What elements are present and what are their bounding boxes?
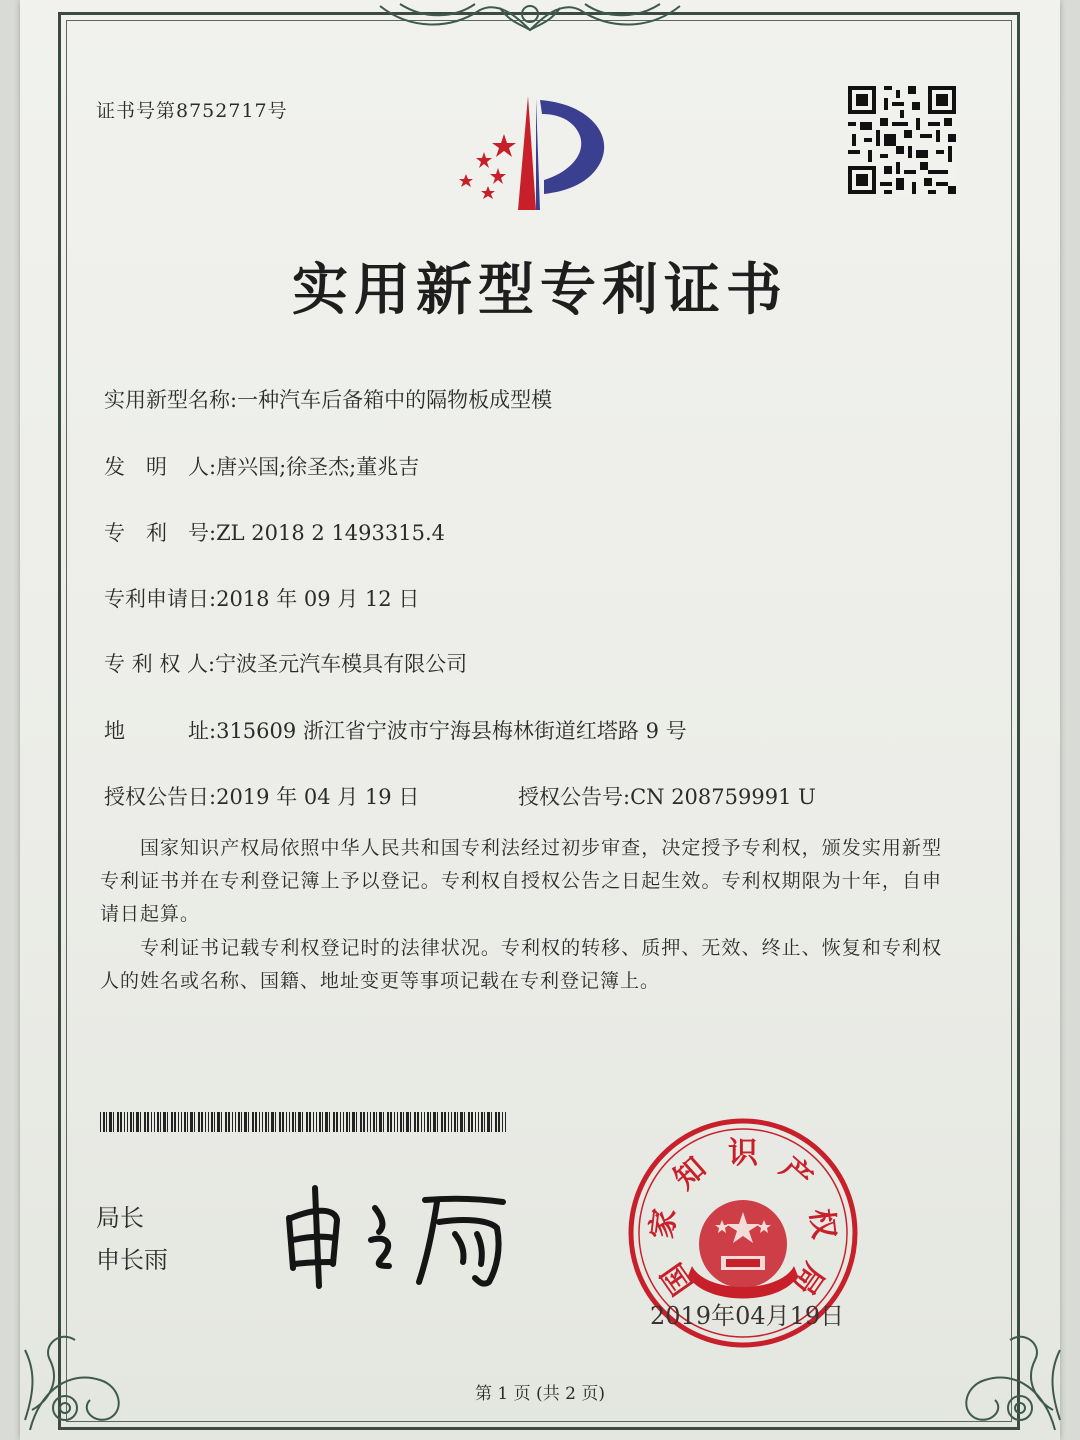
field-patent-number-value: ZL 2018 2 1493315.4 <box>216 521 446 545</box>
qr-code-icon <box>848 86 956 194</box>
field-grant-number-label: 授权公告号: <box>518 785 631 809</box>
svg-text:家: 家 <box>644 1206 684 1241</box>
certificate-number: 证书号第8752717号 <box>96 100 288 122</box>
field-name-value: 一种汽车后备箱中的隔物板成型模 <box>237 388 553 412</box>
field-filing-date <box>104 583 419 613</box>
body-paragraph-2: 专利证书记载专利权登记时的法律状况。专利权的转移、质押、无效、终止、恢复和专利权人的姓名或名称、国籍、地址变更等事项记载在专利登记簿上。 <box>100 937 942 992</box>
field-patentee-value: 宁波圣元汽车模具有限公司 <box>215 652 468 676</box>
svg-text:局: 局 <box>785 1256 832 1301</box>
corner-ornament-bottom-left-icon <box>20 1290 140 1435</box>
svg-text:权: 权 <box>802 1206 842 1241</box>
field-grant-date-value: 2019 年 04 月 19 日 <box>216 785 420 809</box>
field-patent-number-label: 专 利 号: <box>104 521 217 545</box>
field-patent-number <box>104 517 445 547</box>
field-name <box>104 384 552 414</box>
svg-text:产: 产 <box>773 1150 819 1197</box>
field-inventors-label: 发 明 人: <box>104 455 217 479</box>
field-patentee <box>104 648 467 678</box>
field-filing-date-label: 专利申请日: <box>104 587 217 611</box>
svg-text:国: 国 <box>654 1256 701 1301</box>
director-signature-icon <box>275 1178 520 1293</box>
director-name: 申长雨 <box>96 1246 168 1274</box>
body-paragraph-1: 国家知识产权局依照中华人民共和国专利法经过初步审查，决定授予专利权，颁发实用新型专利证书并在专利登记簿上予以登记。专利权自授权公告之日起生效。专利权期限为十年，自申请日起算。 <box>100 837 942 925</box>
field-grant-date <box>104 781 419 811</box>
top-ornament-icon <box>370 0 690 42</box>
field-grant-number <box>518 781 816 811</box>
field-address-label: 地 址: <box>104 719 217 743</box>
svg-text:知: 知 <box>667 1150 713 1197</box>
seal-date: 2019年04月19日 <box>650 1302 845 1330</box>
field-address <box>104 715 687 745</box>
cnipa-logo-icon <box>444 92 620 222</box>
corner-ornament-bottom-right-icon <box>945 1290 1065 1435</box>
page-number: 第 1 页 (共 2 页) <box>475 1384 605 1404</box>
field-filing-date-value: 2018 年 09 月 12 日 <box>216 587 420 611</box>
barcode-icon <box>100 1112 510 1132</box>
field-inventors <box>104 451 419 481</box>
svg-text:识: 识 <box>728 1136 758 1171</box>
field-grant-number-value: CN 208759991 U <box>630 785 816 809</box>
field-name-label: 实用新型名称: <box>104 388 238 412</box>
field-address-value: 315609 浙江省宁波市宁海县梅林街道红塔路 9 号 <box>216 719 687 743</box>
field-patentee-label: 专 利 权 人: <box>104 652 216 676</box>
field-inventors-value: 唐兴国;徐圣杰;董兆吉 <box>216 455 420 479</box>
director-label: 局长 <box>96 1204 144 1232</box>
certificate-title: 实用新型专利证书 <box>292 258 788 323</box>
field-grant-date-label: 授权公告日: <box>104 785 217 809</box>
